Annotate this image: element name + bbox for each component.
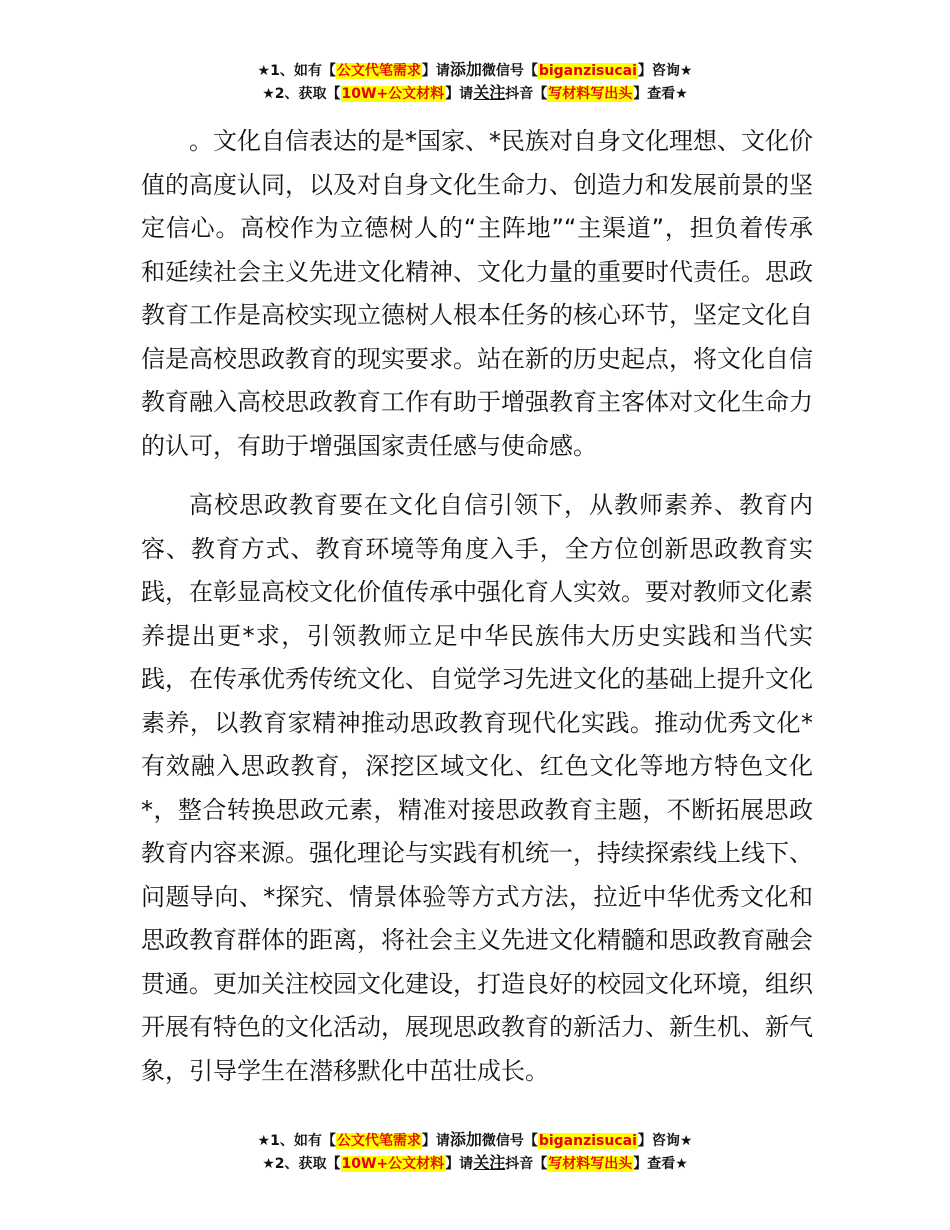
banner-text: 】咨询★ <box>637 1133 693 1149</box>
banner-highlight: 10W+公文材料 <box>341 1156 445 1172</box>
banner-text: 】请 <box>445 1156 474 1172</box>
banner-text: 】查看★ <box>633 1156 688 1172</box>
banner-text: ★1、如有【 <box>257 63 336 79</box>
banner-emphasis: 添加 <box>449 1130 482 1149</box>
banner-text: 】请 <box>445 86 474 102</box>
banner-highlight: 10W+公文材料 <box>341 86 445 102</box>
header-banner-line-1 <box>0 59 950 82</box>
banner-text: ★2、获取【 <box>262 1156 341 1172</box>
banner-highlight-wechat: biganzisucai <box>538 63 637 79</box>
banner-text: 抖音【 <box>505 86 548 102</box>
banner-text: ★2、获取【 <box>262 86 341 102</box>
banner-text: 】查看★ <box>633 86 688 102</box>
paragraph-2: 高校思政教育要在文化自信引领下，从教师素养、教育内容、教育方式、教育环境等角度入手，全方位创新思政教育实践，在彰显高校文化价值传承中强化育人实效。要对教师文化素养提出更*求，引领教师立足中华民族伟大历史实践和当代实践，在传承优秀传统文化、自觉学习先进文化的基础上提升文化素养，以教育家精神推动思政教育现代化实践。推动优秀文化*有效融入思政教育，深挖区域文化、红色文化等地方特色文化*，整合转换思政元素，精准对接思政教育主题，不断拓展思政教育内容来源。强化理论与实践有机统一，持续探索线上线下、问题导向、*探究、情景体验等方式方法，拉近中华优秀文化和思政教育群体的距离，将社会主义先进文化精髓和思政教育融会贯通。更加关注校园文化建设，打造良好的校园文化环境，组织开展有特色的文化活动，展现思政教育的新活力、新生机、新气象，引导学生在潜移默化中茁壮成长。 <box>141 491 813 1085</box>
banner-highlight: 公文代笔需求 <box>336 1133 421 1149</box>
banner-emphasis: 关注 <box>473 83 506 102</box>
banner-text: 微信号【 <box>481 1133 538 1149</box>
footer-banner-line-1 <box>0 1129 950 1152</box>
banner-highlight-wechat: biganzisucai <box>538 1133 637 1149</box>
banner-text: 抖音【 <box>505 1156 548 1172</box>
banner-text: ★1、如有【 <box>257 1133 336 1149</box>
document-body <box>141 120 813 1093</box>
paragraph-1: 。文化自信表达的是*国家、*民族对自身文化理想、文化价值的高度认同，以及对自身文化生命力、创造力和发展前景的坚定信心。高校作为立德树人的“主阵地”“主渠道”，担负着传承和延续社会主义先进文化精神、文化力量的重要时代责任。思政教育工作是高校实现立德树人根本任务的核心环节，坚定文化自信是高校思政教育的现实要求。站在新的历史起点，将文化自信教育融入高校思政教育工作有助于增强教育主客体对文化生命力的认可，有助于增强国家责任感与使命感。 <box>141 127 813 460</box>
banner-highlight-douyin: 写材料写出头 <box>548 86 633 102</box>
banner-text: 微信号【 <box>481 63 538 79</box>
banner-emphasis: 关注 <box>473 1153 506 1172</box>
footer-banner <box>0 1129 950 1175</box>
header-banner <box>0 59 950 105</box>
footer-banner-line-2 <box>0 1152 950 1175</box>
banner-highlight-douyin: 写材料写出头 <box>548 1156 633 1172</box>
banner-emphasis: 添加 <box>449 60 482 79</box>
banner-text: 】请 <box>421 1133 450 1149</box>
banner-highlight: 公文代笔需求 <box>336 63 421 79</box>
banner-text: 】请 <box>421 63 450 79</box>
header-banner-line-2 <box>0 82 950 105</box>
banner-text: 】咨询★ <box>637 63 693 79</box>
